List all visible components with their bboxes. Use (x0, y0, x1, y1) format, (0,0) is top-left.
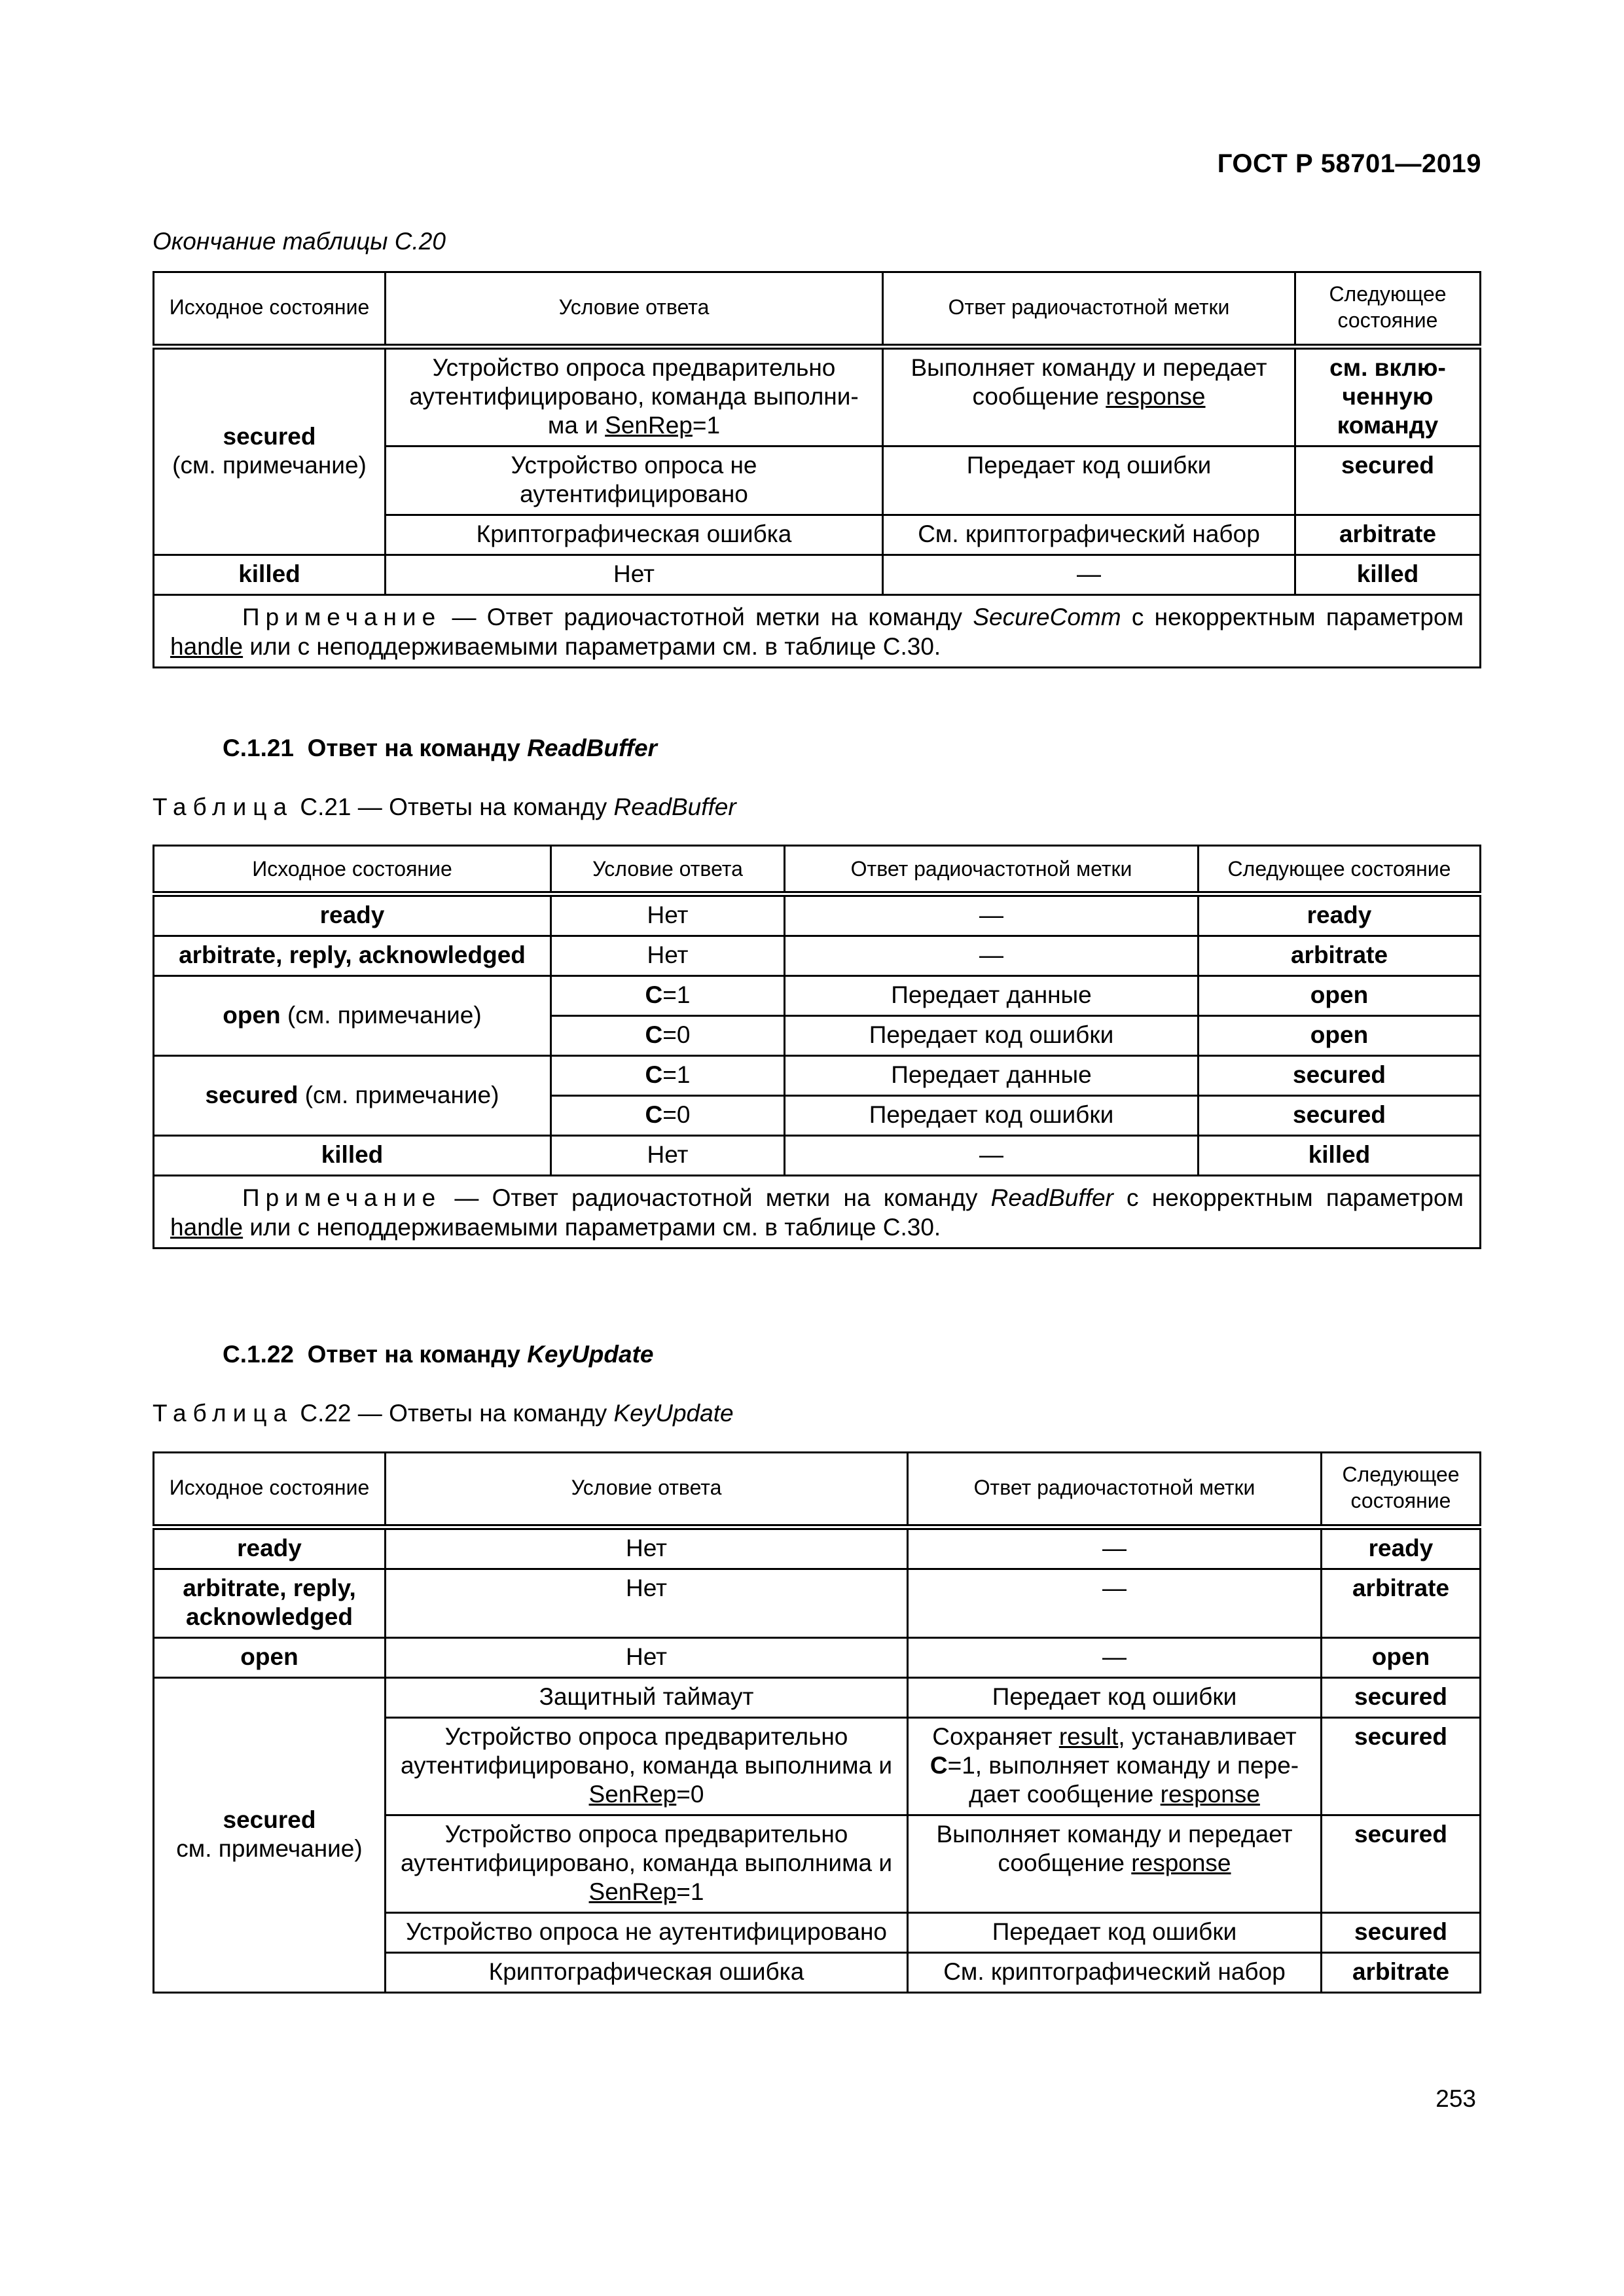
param-response: response (1131, 1850, 1231, 1876)
note-text: с некорректным параметром (1113, 1184, 1464, 1211)
note-text: или с неподдерживаемыми параметрами см. в таблице С.30. (243, 633, 941, 660)
response-cell: — (785, 936, 1199, 976)
condition-cell (551, 1096, 785, 1136)
header-initial-state: Исходное состояние (154, 272, 386, 347)
table-row (154, 894, 1481, 936)
condition-value: =0 (662, 1021, 691, 1048)
response-cell: Передает код ошибки (785, 1096, 1199, 1136)
caption-command: ReadBuffer (613, 793, 736, 820)
condition-cell: Нет (551, 1136, 785, 1176)
table-row (154, 347, 1481, 446)
next-state-cell: secured (1322, 1678, 1481, 1718)
response-cell: Передает данные (785, 1056, 1199, 1096)
response-text: , устанавливает (1118, 1723, 1297, 1750)
condition-var: С (645, 981, 663, 1008)
param-handle: handle (170, 633, 244, 660)
note-command: ReadBuffer (990, 1184, 1113, 1211)
section-number: С.1.21 (223, 735, 295, 761)
table-row (154, 976, 1481, 1016)
table-row (154, 1136, 1481, 1176)
param-handle: handle (170, 1214, 244, 1241)
table-row (154, 1569, 1481, 1638)
param-response: response (1106, 383, 1206, 410)
table-c20 (153, 271, 1481, 668)
section-heading-c1-21 (223, 735, 657, 762)
table-header-row (154, 846, 1481, 894)
param-senrep: SenRep (605, 412, 693, 439)
condition-cell (551, 1016, 785, 1056)
header-tag-response: Ответ радиочастотной метки (908, 1453, 1322, 1527)
next-state-cell: arbitrate (1322, 1953, 1481, 1993)
condition-cell: Нет (386, 555, 883, 595)
condition-cell: Нет (386, 1527, 908, 1569)
condition-text: Устройство опроса предварительно аутентифицировано, команда выполнима и (400, 1723, 893, 1779)
response-text: Выполняет команду и передает сообщение (911, 354, 1267, 410)
condition-value: =0 (676, 1781, 704, 1808)
condition-text: Устройство опроса предварительно аутентифицировано, команда выполнима и (400, 1821, 893, 1876)
header-response-condition: Условие ответа (386, 272, 883, 347)
note-label: Примечание (242, 1184, 442, 1211)
condition-text: Устройство опроса предварительно аутентифицировано, команда выполни-ма и (409, 354, 859, 439)
section-heading-c1-22 (223, 1341, 653, 1368)
next-state-cell: open (1322, 1638, 1481, 1678)
response-cell: См. криптографический набор (883, 515, 1295, 555)
next-state-cell: arbitrate (1322, 1569, 1481, 1638)
header-next-state: Следующее состояние (1322, 1453, 1481, 1527)
state-name: secured (205, 1081, 298, 1108)
state-name: secured (223, 423, 316, 450)
condition-cell: Устройство опроса не аутентифицировано (386, 446, 883, 515)
next-state-cell: secured (1322, 1815, 1481, 1913)
next-state-cell: secured (1295, 446, 1481, 515)
condition-value: =1 (662, 981, 691, 1008)
note-text: с некорректным параметром (1121, 604, 1464, 630)
table-note-row (154, 595, 1481, 668)
next-state-cell: secured (1199, 1056, 1481, 1096)
note-text: — Ответ радиочастотной метки на команду (441, 604, 973, 630)
state-cell-secured (154, 1056, 551, 1136)
state-note: см. примечание) (176, 1835, 363, 1862)
condition-cell (551, 976, 785, 1016)
state-cell-open (154, 976, 551, 1056)
condition-var: С (645, 1101, 663, 1128)
caption-command: KeyUpdate (613, 1400, 734, 1427)
condition-value: =1 (692, 412, 721, 439)
response-text: Сохраняет (932, 1723, 1059, 1750)
condition-cell (551, 1056, 785, 1096)
caption-text: С.22 — Ответы на команду (293, 1400, 614, 1427)
response-cell (908, 1815, 1322, 1913)
table-c22 (153, 1451, 1481, 1994)
response-cell: Передает код ошибки (785, 1016, 1199, 1056)
next-state-cell: arbitrate (1199, 936, 1481, 976)
next-state-cell: secured (1322, 1913, 1481, 1953)
table-row (154, 1678, 1481, 1718)
next-state-cell: killed (1199, 1136, 1481, 1176)
section-number: С.1.22 (223, 1341, 295, 1368)
caption-label: Таблица (153, 793, 294, 820)
section-title: Ответ на команду (307, 1341, 528, 1368)
note-text: — Ответ радиочастотной метки на команду (441, 1184, 991, 1211)
state-cell-killed: killed (154, 555, 386, 595)
condition-value: =1 (662, 1061, 691, 1088)
response-var: С (929, 1752, 948, 1779)
note-command: SecureComm (973, 604, 1121, 630)
header-next-state: Следующее состояние (1295, 272, 1481, 347)
table-row (154, 555, 1481, 595)
next-state-cell: secured (1322, 1718, 1481, 1815)
note-text: или с неподдерживаемыми параметрами см. в таблице С.30. (243, 1214, 941, 1241)
page-number: 253 (1435, 2085, 1476, 2112)
response-cell: — (908, 1569, 1322, 1638)
response-cell: Передает данные (785, 976, 1199, 1016)
condition-cell (386, 347, 883, 446)
standard-designation: ГОСТ Р 58701—2019 (1217, 149, 1481, 178)
param-senrep: SenRep (588, 1781, 677, 1808)
header-tag-response: Ответ радиочастотной метки (883, 272, 1295, 347)
response-text: =1, выполняет команду и пере-дает сообщение (947, 1752, 1299, 1808)
condition-var: С (645, 1061, 663, 1088)
header-tag-response: Ответ радиочастотной метки (785, 846, 1199, 894)
header-next-state: Следующее состояние (1199, 846, 1481, 894)
state-cell-secured (154, 347, 386, 555)
response-cell: См. криптографический набор (908, 1953, 1322, 1993)
state-cell-secured (154, 1678, 386, 1993)
condition-cell: Защитный таймаут (386, 1678, 908, 1718)
caption-label: Таблица (153, 1400, 294, 1427)
state-note: (см. примечание) (298, 1081, 499, 1108)
next-state-cell: ready (1199, 894, 1481, 936)
section-title: Ответ на команду (307, 735, 528, 761)
header-initial-state: Исходное состояние (154, 846, 551, 894)
response-cell (908, 1718, 1322, 1815)
table-caption-c20: Окончание таблицы С.20 (153, 228, 446, 255)
state-cell-ready: ready (154, 894, 551, 936)
section-command: KeyUpdate (527, 1341, 654, 1368)
next-state-cell: killed (1295, 555, 1481, 595)
table-note (154, 1176, 1481, 1248)
table-row (154, 1056, 1481, 1096)
state-name: secured (223, 1806, 316, 1833)
condition-cell: Криптографическая ошибка (386, 1953, 908, 1993)
condition-cell: Нет (386, 1638, 908, 1678)
response-cell: — (785, 894, 1199, 936)
next-state-cell: open (1199, 976, 1481, 1016)
state-cell-ready: ready (154, 1527, 386, 1569)
param-senrep: SenRep (588, 1878, 677, 1905)
condition-value: =0 (662, 1101, 691, 1128)
next-state-cell: open (1199, 1016, 1481, 1056)
response-cell: Передает код ошибки (883, 446, 1295, 515)
table-note (154, 595, 1481, 668)
table-row (154, 936, 1481, 976)
param-result: result (1058, 1723, 1119, 1750)
state-note: (см. примечание) (172, 452, 367, 479)
section-command: ReadBuffer (527, 735, 657, 761)
table-caption-c22 (153, 1400, 734, 1427)
table-header-row (154, 1453, 1481, 1527)
table-row (154, 1638, 1481, 1678)
condition-var: С (645, 1021, 663, 1048)
param-response: response (1160, 1781, 1260, 1808)
state-cell-open: open (154, 1638, 386, 1678)
table-c21 (153, 845, 1481, 1249)
condition-cell: Криптографическая ошибка (386, 515, 883, 555)
response-cell: — (908, 1527, 1322, 1569)
condition-cell (386, 1815, 908, 1913)
note-label: Примечание (242, 604, 442, 630)
state-note: (см. примечание) (280, 1001, 482, 1029)
condition-cell: Нет (386, 1569, 908, 1638)
table-row (154, 1527, 1481, 1569)
table-caption-c21 (153, 793, 736, 821)
next-state-cell: ready (1322, 1527, 1481, 1569)
caption-text: С.21 — Ответы на команду (293, 793, 614, 820)
condition-value: =1 (676, 1878, 704, 1905)
header-response-condition: Условие ответа (551, 846, 785, 894)
state-cell-arbitrate: arbitrate, reply, acknowledged (154, 1569, 386, 1638)
response-text: Выполняет команду и передает сообщение (936, 1821, 1293, 1876)
state-cell-killed: killed (154, 1136, 551, 1176)
next-state-cell: arbitrate (1295, 515, 1481, 555)
state-name: open (223, 1001, 281, 1029)
table-header-row (154, 272, 1481, 347)
response-cell: Передает код ошибки (908, 1913, 1322, 1953)
response-cell (883, 347, 1295, 446)
header-response-condition: Условие ответа (386, 1453, 908, 1527)
table-note-row (154, 1176, 1481, 1248)
response-cell: — (785, 1136, 1199, 1176)
condition-cell: Нет (551, 936, 785, 976)
condition-cell: Устройство опроса не аутентифицировано (386, 1913, 908, 1953)
response-cell: Передает код ошибки (908, 1678, 1322, 1718)
next-state-cell: см. вклю-ченную команду (1295, 347, 1481, 446)
response-cell: — (883, 555, 1295, 595)
next-state-cell: secured (1199, 1096, 1481, 1136)
header-initial-state: Исходное состояние (154, 1453, 386, 1527)
condition-cell (386, 1718, 908, 1815)
condition-cell: Нет (551, 894, 785, 936)
response-cell: — (908, 1638, 1322, 1678)
state-cell-arbitrate: arbitrate, reply, acknowledged (154, 936, 551, 976)
